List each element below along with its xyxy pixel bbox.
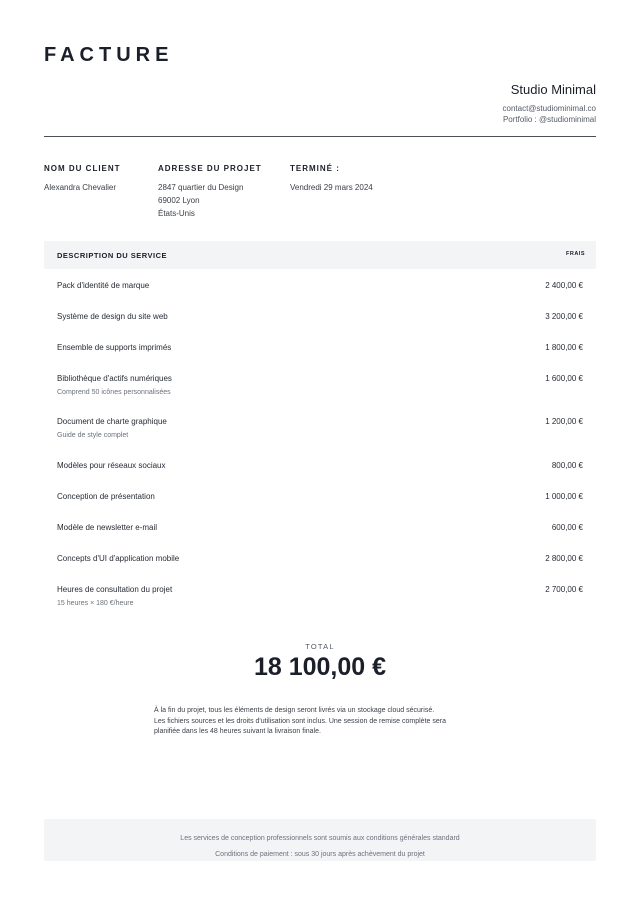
delivery-note — [154, 706, 494, 738]
completed-block — [290, 164, 373, 194]
service-amount: 1 800,00 € — [545, 343, 583, 352]
table-row — [57, 281, 583, 290]
table-row — [57, 554, 583, 563]
service-name: Conception de présentation — [57, 492, 155, 501]
service-detail: Guide de style complet — [57, 432, 129, 439]
service-amount: 2 700,00 € — [545, 585, 583, 594]
service-amount: 3 200,00 € — [545, 312, 583, 321]
service-name: Concepts d'UI d'application mobile — [57, 554, 180, 563]
table-row — [57, 343, 583, 352]
client-label: NOM DU CLIENT — [44, 164, 121, 173]
invoice-title: FACTURE — [44, 44, 174, 66]
column-description: DESCRIPTION DU SERVICE — [57, 251, 168, 260]
project-address-label: ADRESSE DU PROJET — [158, 164, 262, 173]
service-name: Modèle de newsletter e-mail — [57, 523, 158, 532]
table-row — [57, 523, 583, 532]
header-divider — [44, 136, 596, 137]
client-block — [44, 164, 121, 194]
address-line-3: États-Unis — [158, 209, 195, 218]
service-name: Bibliothèque d'actifs numériques — [57, 374, 172, 383]
service-amount: 2 800,00 € — [545, 554, 583, 563]
total-amount: 18 100,00 € — [253, 653, 387, 681]
table-row — [57, 492, 583, 501]
footer-terms: Les services de conception professionnels sont soumis aux conditions générales standard — [180, 835, 460, 842]
footer-payment-terms: Conditions de paiement : sous 30 jours après achèvement du projet — [215, 851, 425, 858]
service-name: Pack d'identité de marque — [57, 281, 150, 290]
note-line-2: Les fichiers sources et les droits d'utilisation sont inclus. Une session de remise complète sera — [154, 717, 446, 725]
note-line-1: À la fin du projet, tous les éléments de design seront livrés via un stockage cloud sécurisé. — [154, 707, 435, 714]
table-row — [57, 461, 583, 470]
service-amount: 800,00 € — [551, 461, 583, 470]
completed-label: TERMINÉ : — [290, 164, 340, 173]
service-table-header — [44, 241, 596, 269]
service-name: Modèles pour réseaux sociaux — [57, 461, 166, 470]
service-name: Ensemble de supports imprimés — [57, 343, 172, 352]
studio-email[interactable]: contact@studiominimal.co — [502, 104, 596, 113]
studio-portfolio: Portfolio : @studiominimal — [502, 115, 596, 124]
service-amount: 1 200,00 € — [545, 417, 583, 426]
table-row — [57, 312, 583, 321]
service-amount: 600,00 € — [551, 523, 583, 532]
service-name: Heures de consultation du projet — [57, 585, 173, 594]
table-row — [57, 374, 583, 396]
client-name: Alexandra Chevalier — [44, 183, 117, 192]
project-address-block — [158, 164, 262, 220]
completed-date: Vendredi 29 mars 2024 — [290, 183, 373, 192]
total-label: TOTAL — [305, 642, 335, 651]
table-row — [57, 417, 583, 439]
address-line-2: 69002 Lyon — [158, 196, 200, 205]
service-detail: Comprend 50 icônes personnalisées — [57, 389, 171, 396]
service-detail: 15 heures × 180 €/heure — [57, 600, 134, 607]
service-amount: 1 000,00 € — [545, 492, 583, 501]
note-line-3: planifiée dans les 48 heures suivant la livraison finale. — [154, 728, 321, 735]
table-row — [57, 585, 583, 607]
column-fee: FRAIS — [566, 251, 585, 257]
service-name: Document de charte graphique — [57, 417, 167, 426]
service-name: Système de design du site web — [57, 312, 168, 321]
footer — [44, 819, 596, 861]
studio-info — [503, 82, 597, 125]
service-amount: 1 600,00 € — [545, 374, 583, 383]
address-line-1: 2847 quartier du Design — [158, 183, 244, 192]
service-amount: 2 400,00 € — [545, 281, 583, 290]
studio-name: Studio Minimal — [510, 82, 596, 97]
